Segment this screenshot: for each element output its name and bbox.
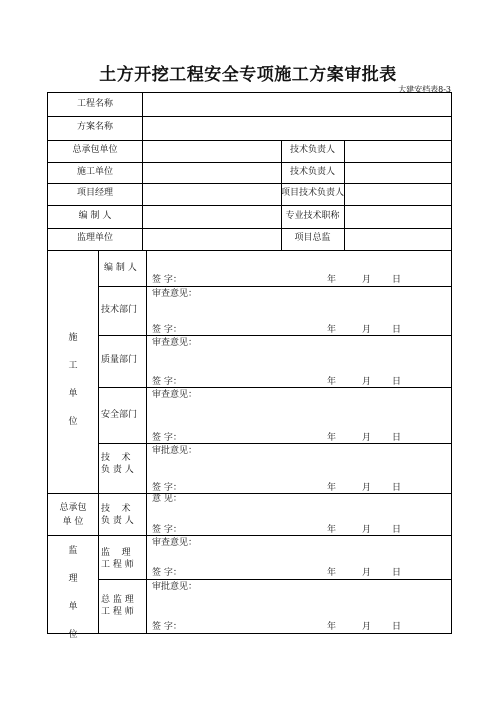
quality-dept-month-label: 月	[362, 377, 372, 387]
gc-tech-lead-day-label: 日	[392, 525, 402, 535]
construction-unit-section-label: 施 工 单 位	[68, 333, 78, 427]
role-supervising-engineer: 监 理 工 程 师	[101, 548, 134, 570]
general-contractor-section-label: 总承包 单 位	[59, 503, 87, 527]
professional-title-label: 专业技术职称	[285, 211, 340, 221]
tech-dept-signature-label: 签 字：	[152, 325, 182, 335]
supervision-unit-label: 监理单位	[76, 233, 113, 243]
role-compiler: 编 制 人	[104, 263, 137, 273]
supervising-engineer-opinion-label: 审查意见：	[152, 538, 198, 548]
tech-lead-signature-label: 签 字：	[152, 483, 182, 493]
role-chief-supervising-engineer: 总 监 理 工 程 师	[101, 595, 134, 617]
supervision-unit-section-label: 监 理 单 位	[68, 546, 78, 640]
gc-tech-lead-signature-label: 签 字：	[152, 525, 182, 535]
tech-dept-day-label: 日	[392, 325, 402, 335]
compiler-signature-label: 签 字：	[152, 275, 182, 285]
tech-lead-year-label: 年	[327, 483, 337, 493]
gc-tech-lead-year-label: 年	[327, 525, 337, 535]
safety-dept-year-label: 年	[327, 433, 337, 443]
form-title: 土方开挖工程安全专项施工方案审批表	[99, 65, 397, 85]
supervising-engineer-signature-label: 签 字：	[152, 568, 182, 578]
role-quality-dept: 质量部门	[101, 355, 138, 365]
supervising-engineer-day-label: 日	[392, 568, 402, 578]
construction-tech-lead-label: 技术负责人	[289, 167, 335, 177]
role-tech-dept: 技术部门	[101, 305, 138, 315]
project-name-label: 工程名称	[76, 99, 113, 109]
compiler-year-label: 年	[327, 275, 337, 285]
chief-supervisor-opinion-label: 审批意见：	[152, 582, 198, 592]
gc-tech-lead-month-label: 月	[362, 525, 372, 535]
quality-dept-day-label: 日	[392, 377, 402, 387]
chief-supervisor-month-label: 月	[362, 622, 372, 632]
safety-dept-day-label: 日	[392, 433, 402, 443]
role-safety-dept: 安全部门	[101, 410, 138, 420]
compiler-label: 编 制 人	[78, 211, 112, 221]
gc-opinion-label: 意 见：	[152, 494, 182, 504]
chief-supervisor-label: 项目总监	[294, 233, 331, 243]
compiler-month-label: 月	[362, 275, 372, 285]
project-tech-lead-label: 项目技术负责人	[281, 188, 345, 198]
chief-supervisor-year-label: 年	[327, 622, 337, 632]
supervising-engineer-year-label: 年	[327, 568, 337, 578]
plan-name-label: 方案名称	[76, 122, 113, 132]
tech-lead-opinion-label: 审批意见：	[152, 446, 198, 456]
tech-lead-day-label: 日	[392, 483, 402, 493]
tech-dept-year-label: 年	[327, 325, 337, 335]
safety-dept-signature-label: 签 字：	[152, 433, 182, 443]
role-gc-tech-lead: 技 术 负 责 人	[101, 504, 134, 526]
gc-tech-lead-label: 技术负责人	[289, 145, 335, 155]
role-tech-lead: 技 术 负 责 人	[101, 453, 134, 475]
compiler-day-label: 日	[392, 275, 402, 285]
tech-dept-opinion-label: 审查意见：	[152, 289, 198, 299]
chief-supervisor-signature-label: 签 字：	[152, 622, 182, 632]
approval-form-table	[47, 92, 452, 640]
quality-dept-opinion-label: 审查意见：	[152, 338, 198, 348]
supervising-engineer-month-label: 月	[362, 568, 372, 578]
quality-dept-signature-label: 签 字：	[152, 377, 182, 387]
construction-unit-label: 施工单位	[76, 167, 113, 177]
chief-supervisor-day-label: 日	[392, 622, 402, 632]
form-number: 大建安档表8-3	[398, 85, 451, 94]
general-contractor-label: 总承包单位	[72, 145, 118, 155]
tech-dept-month-label: 月	[362, 325, 372, 335]
quality-dept-year-label: 年	[327, 377, 337, 387]
tech-lead-month-label: 月	[362, 483, 372, 493]
safety-dept-opinion-label: 审查意见：	[152, 390, 198, 400]
project-manager-label: 项目经理	[76, 188, 113, 198]
safety-dept-month-label: 月	[362, 433, 372, 443]
